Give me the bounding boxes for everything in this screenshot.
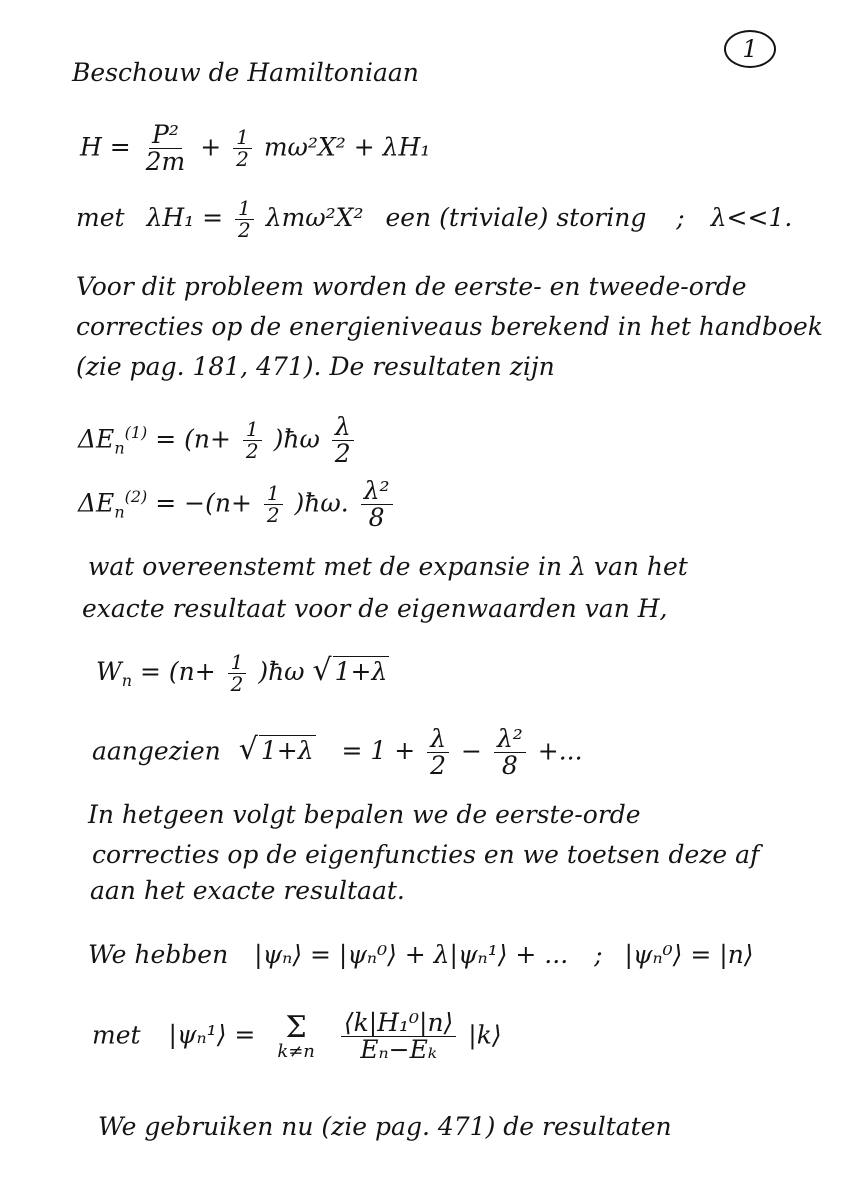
rhs-prefix: = 1 + (341, 736, 416, 766)
small-parameter-condition: λ<<1. (710, 203, 793, 232)
first-order-energy-equation (78, 414, 358, 468)
order-label: (1) (124, 422, 148, 442)
kinetic-numerator: P² (149, 122, 182, 149)
series-tail: +... (537, 736, 583, 766)
half-fraction (264, 483, 283, 526)
sqrt-argument: 1+λ (334, 657, 388, 686)
half-numerator: 1 (228, 652, 247, 674)
level-index: n (121, 671, 133, 690)
half-numerator: 1 (233, 127, 252, 149)
state-expansion-equation (88, 940, 754, 969)
kinetic-fraction (143, 122, 189, 176)
half-fraction (235, 198, 254, 241)
half-fraction (243, 419, 262, 462)
page-number (724, 30, 776, 68)
separator: ; (594, 940, 603, 969)
half-numerator: 1 (235, 198, 254, 220)
paragraph-line: correcties op de energieniveaus berekend in het handboek (76, 312, 823, 341)
fraction-denominator: Eₙ−Eₖ (360, 1035, 437, 1065)
paragraph-line: Voor dit probleem worden de eerste- en tweede-orde (76, 272, 747, 301)
second-term-fraction (494, 726, 526, 780)
rhs-prefix: = −(n+ (155, 488, 252, 518)
fraction-numerator: λ² (361, 478, 393, 505)
energy-shift-symbol: ΔE (78, 424, 115, 454)
half-numerator: 1 (264, 483, 283, 505)
perturbation-description: een (triviale) storing (385, 203, 647, 232)
level-index: n (114, 438, 125, 458)
kinetic-denominator: 2m (145, 147, 186, 177)
fraction-denominator: 2 (334, 439, 351, 469)
sum-index: k≠n (277, 1041, 315, 1063)
fraction-numerator: λ (332, 414, 354, 441)
half-denominator: 2 (245, 439, 259, 464)
potential-term: mω²X² (263, 132, 346, 162)
rhs-prefix: = (n+ (139, 657, 216, 686)
half-denominator: 2 (230, 672, 244, 696)
eigenvalue-symbol: W (96, 657, 122, 686)
perturbation-term: λH₁ (382, 132, 431, 162)
perturbation-lhs: λH₁ = (146, 203, 224, 232)
level-index: n (114, 502, 125, 522)
perturbation-expression: λmω²X² (265, 203, 364, 232)
rhs-middle: )ħω (273, 424, 320, 454)
lambda-fraction (332, 414, 354, 468)
plus-sign: + (200, 132, 222, 162)
summation (277, 1009, 315, 1063)
closing-line: We gebruiken nu (zie pag. 471) de resultaten (98, 1112, 672, 1141)
fraction-denominator: 8 (368, 503, 385, 533)
rhs-prefix: = (n+ (155, 424, 231, 454)
order-label: (2) (124, 486, 148, 506)
energy-shift-symbol: ΔE (78, 488, 115, 518)
met-word: met (92, 1020, 141, 1050)
ket-k: |k⟩ (468, 1020, 502, 1050)
met-word: met (76, 203, 125, 232)
half-denominator: 2 (238, 218, 251, 242)
paragraph-line: In hetgeen volgt bepalen we de eerste-orde (88, 800, 641, 829)
fraction-numerator: λ² (494, 726, 526, 753)
rhs-middle: )ħω (258, 657, 305, 686)
sum-icon: Σ (285, 1009, 307, 1045)
fraction-denominator: 8 (501, 751, 518, 781)
separator: ; (676, 203, 685, 232)
paragraph-line: wat overeenstemt met de expansie in λ van het (88, 552, 688, 581)
minus-sign: − (461, 736, 482, 766)
exact-eigenvalue-equation (96, 652, 389, 695)
rhs-middle: )ħω. (294, 488, 349, 518)
unperturbed-state: |ψₙ⁰⟩ = |n⟩ (624, 940, 754, 969)
sqrt-expansion-equation (92, 726, 583, 780)
correction-lhs: |ψₙ¹⟩ = (168, 1020, 256, 1050)
aangezien-word: aangezien (92, 736, 221, 766)
fraction-denominator: 2 (430, 751, 447, 781)
paragraph-line: (zie pag. 181, 471). De resultaten zijn (76, 352, 555, 381)
first-order-state-correction (92, 1010, 502, 1064)
state-expression: |ψₙ⟩ = |ψₙ⁰⟩ + λ|ψₙ¹⟩ + ... (254, 940, 569, 969)
paragraph-line: aan het exacte resultaat. (90, 876, 405, 905)
half-numerator: 1 (243, 419, 262, 441)
plus-sign: + (353, 132, 375, 162)
half-denominator: 2 (236, 147, 249, 172)
paragraph-line: exacte resultaat voor de eigenwaarden van H, (82, 594, 668, 623)
page-number-text: 1 (742, 35, 758, 63)
paragraph-line: correcties op de eigenfuncties en we toetsen deze af (92, 840, 760, 869)
half-fraction (228, 652, 247, 695)
hamiltonian-equation (80, 122, 430, 176)
square-root-icon: √ (312, 653, 332, 688)
first-term-fraction (427, 726, 449, 780)
square-root-icon: √ (238, 732, 258, 768)
intro-line: Beschouw de Hamiltoniaan (72, 58, 419, 87)
matrix-element-fraction (341, 1010, 456, 1064)
fraction-numerator: λ (427, 726, 449, 753)
sqrt-argument: 1+λ (260, 736, 314, 766)
half-fraction (233, 127, 252, 170)
fraction-numerator: ⟨k|H₁⁰|n⟩ (341, 1010, 456, 1037)
lambda-squared-fraction (361, 478, 393, 532)
perturbation-line (76, 198, 792, 241)
hamiltonian-lhs: H = (80, 132, 131, 162)
second-order-energy-equation (78, 478, 397, 532)
lead-text: We hebben (88, 940, 229, 969)
half-denominator: 2 (266, 503, 280, 528)
